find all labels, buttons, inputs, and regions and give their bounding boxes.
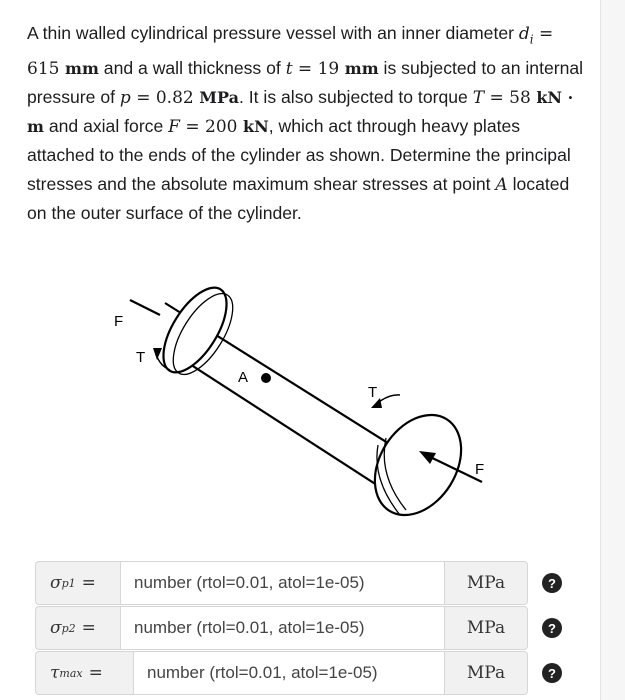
tau-max-unit: MPa	[445, 651, 528, 695]
sigma-p2-help-icon[interactable]: ?	[542, 618, 562, 638]
sigma-p1-unit: MPa	[445, 561, 528, 605]
label-a: A	[238, 369, 249, 386]
tau-max-placeholder: number (rtol=0.01, atol=1e-05)	[147, 663, 378, 682]
answer-row-sigma-p2	[35, 606, 576, 650]
answer-label-sigma-p2: σ p2 =	[35, 606, 120, 650]
cylinder-bottom-edge	[165, 348, 400, 500]
problem-statement: A thin walled cylindrical pressure vessel with an inner diameter $d_i = 615$ mm and a wall thickness of t = 19 mm is subjected to an internal pressure of p = 0.82 MPa. It is also subjected to torque T = 58 kN · m and axial force F = 200 kN, which act through heavy plates attached to the ends of the cylinder as shown. Determine the principal stresses and the absolute maximum shear stresses at point A located on the outer surface of the cylinder.	[27, 23, 584, 223]
sigma-p1-placeholder: number (rtol=0.01, atol=1e-05)	[134, 573, 365, 592]
sigma-p1-help-icon[interactable]: ?	[542, 573, 562, 593]
right-end-plate	[357, 399, 479, 520]
left-torque-arrowhead	[153, 348, 162, 360]
tau-max-help-icon[interactable]: ?	[542, 663, 562, 683]
answer-row-tau-max	[35, 651, 576, 695]
label-t-left: T	[136, 349, 146, 366]
tau-max-input[interactable]	[133, 651, 445, 695]
label-f-right: F	[475, 461, 485, 478]
point-a-marker	[261, 373, 271, 383]
answer-label-sigma-p1: σ p1 =	[35, 561, 120, 605]
label-f-left: F	[114, 313, 124, 330]
left-force-line	[130, 300, 160, 315]
answer-row-sigma-p1	[35, 561, 576, 605]
sigma-p1-input[interactable]	[120, 561, 445, 605]
sigma-p2-unit: MPa	[445, 606, 528, 650]
sigma-p2-placeholder: number (rtol=0.01, atol=1e-05)	[134, 618, 365, 637]
sigma-p2-input[interactable]	[120, 606, 445, 650]
cylinder-figure	[110, 270, 510, 520]
answer-label-tau-max: τ max =	[35, 651, 133, 695]
label-t-right: T	[368, 384, 378, 401]
